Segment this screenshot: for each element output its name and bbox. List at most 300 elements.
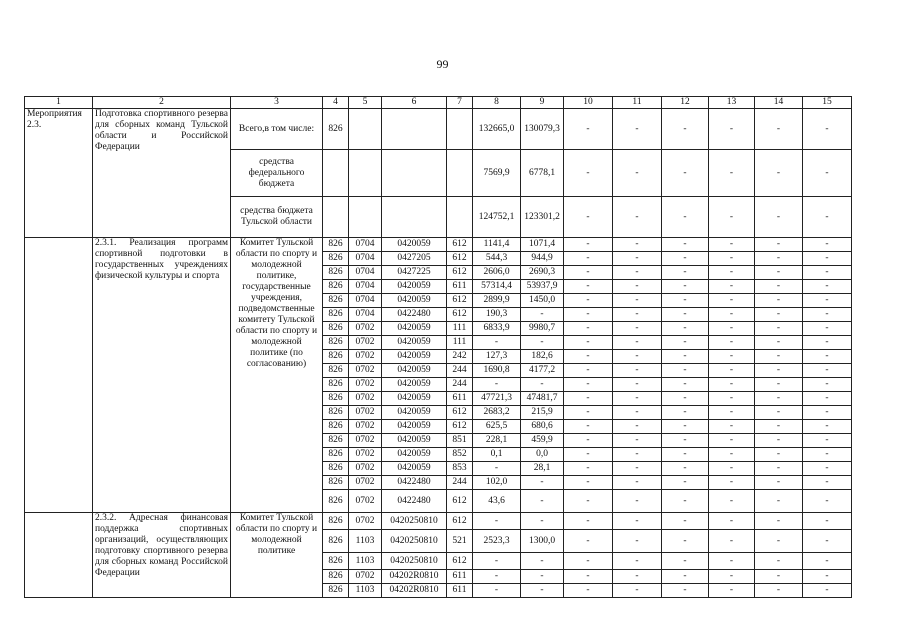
col-5-cell	[349, 197, 382, 238]
col-5-cell: 0702	[349, 513, 382, 530]
col-10-cell: -	[564, 364, 613, 378]
col-9-cell: 182,6	[521, 350, 564, 364]
page-number: 99	[436, 57, 449, 71]
col-13-cell: -	[709, 420, 755, 434]
col-6-cell: 0420059	[382, 350, 447, 364]
col-9-cell: 6778,1	[521, 150, 564, 197]
col-11-cell: -	[613, 553, 662, 570]
col-8-cell: 2523,3	[473, 530, 521, 553]
col-8-cell: 6833,9	[473, 322, 521, 336]
col-7-cell: 244	[447, 378, 473, 392]
col-6-cell	[382, 197, 447, 238]
col-9-cell: 53937,9	[521, 280, 564, 294]
col-7-cell: 111	[447, 322, 473, 336]
col-6-cell: 0427205	[382, 252, 447, 266]
col-4-cell: 826	[323, 490, 349, 513]
header-cell-12: 12	[662, 97, 709, 109]
event-empty-cell	[25, 513, 93, 598]
col-11-cell: -	[613, 350, 662, 364]
col-13-cell: -	[709, 570, 755, 584]
measure-name: 2.3.2. Адресная финансовая поддержка спортивных организаций, осуществляющих подготовку спортивного резерва для сборных команд Российской Федерации	[93, 513, 231, 598]
col-7-cell: 612	[447, 553, 473, 570]
col-14-cell: -	[755, 294, 803, 308]
col-12-cell: -	[662, 553, 709, 570]
col-5-cell: 0702	[349, 434, 382, 448]
col-12-cell: -	[662, 364, 709, 378]
col-5-cell: 0704	[349, 252, 382, 266]
col-7-cell: 612	[447, 420, 473, 434]
col-11-cell: -	[613, 294, 662, 308]
col-7-cell: 612	[447, 266, 473, 280]
col-6-cell: 0422480	[382, 308, 447, 322]
header-cell-9: 9	[521, 97, 564, 109]
col-9-cell: 1450,0	[521, 294, 564, 308]
col-15-cell: -	[803, 420, 852, 434]
col-4-cell: 826	[323, 513, 349, 530]
col-5-cell: 1103	[349, 584, 382, 598]
col-14-cell: -	[755, 392, 803, 406]
col-12-cell: -	[662, 350, 709, 364]
funding-source-label: Всего,в том числе:	[231, 109, 323, 150]
col-10-cell: -	[564, 350, 613, 364]
col-14-cell: -	[755, 364, 803, 378]
col-15-cell: -	[803, 406, 852, 420]
col-10-cell: -	[564, 448, 613, 462]
col-11-cell: -	[613, 336, 662, 350]
col-15-cell: -	[803, 448, 852, 462]
col-4-cell: 826	[323, 434, 349, 448]
col-10-cell: -	[564, 462, 613, 476]
header-cell-1: 1	[25, 97, 93, 109]
col-5-cell: 0702	[349, 420, 382, 434]
col-10-cell: -	[564, 238, 613, 252]
col-7-cell	[447, 109, 473, 150]
col-5-cell: 0702	[349, 448, 382, 462]
col-9-cell: -	[521, 378, 564, 392]
col-7-cell: 612	[447, 406, 473, 420]
col-9-cell: 9980,7	[521, 322, 564, 336]
col-6-cell: 0420059	[382, 238, 447, 252]
col-14-cell: -	[755, 378, 803, 392]
col-14-cell: -	[755, 553, 803, 570]
col-6-cell: 0420059	[382, 378, 447, 392]
col-14-cell: -	[755, 530, 803, 553]
col-5-cell: 0702	[349, 570, 382, 584]
col-12-cell: -	[662, 322, 709, 336]
executor: Комитет Тульской области по спорту и молодежной политике, государственные учреждения, подведомственные комитету Тульской области по спорту и молодежной политике (по согласованию)	[231, 238, 323, 513]
col-10-cell: -	[564, 197, 613, 238]
col-5-cell: 1103	[349, 553, 382, 570]
col-5-cell: 1103	[349, 530, 382, 553]
col-6-cell: 0420059	[382, 280, 447, 294]
col-5-cell: 0702	[349, 350, 382, 364]
col-15-cell: -	[803, 364, 852, 378]
col-9-cell: 459,9	[521, 434, 564, 448]
col-11-cell: -	[613, 490, 662, 513]
col-11-cell: -	[613, 392, 662, 406]
col-4-cell: 826	[323, 238, 349, 252]
col-10-cell: -	[564, 322, 613, 336]
col-12-cell: -	[662, 266, 709, 280]
col-15-cell: -	[803, 280, 852, 294]
col-10-cell: -	[564, 406, 613, 420]
col-14-cell: -	[755, 266, 803, 280]
col-13-cell: -	[709, 109, 755, 150]
header-cell-7: 7	[447, 97, 473, 109]
col-7-cell	[447, 150, 473, 197]
col-8-cell: 2683,2	[473, 406, 521, 420]
col-9-cell: 1071,4	[521, 238, 564, 252]
col-15-cell: -	[803, 392, 852, 406]
col-4-cell: 826	[323, 406, 349, 420]
col-13-cell: -	[709, 197, 755, 238]
col-8-cell: 124752,1	[473, 197, 521, 238]
col-8-cell: -	[473, 570, 521, 584]
col-13-cell: -	[709, 336, 755, 350]
col-15-cell: -	[803, 584, 852, 598]
col-10-cell: -	[564, 336, 613, 350]
col-15-cell: -	[803, 490, 852, 513]
col-4-cell: 826	[323, 266, 349, 280]
col-4-cell: 826	[323, 280, 349, 294]
col-7-cell: 111	[447, 336, 473, 350]
measure-name: 2.3.1. Реализация программ спортивной подготовки в государственных учреждениях физической культуры и спорта	[93, 238, 231, 513]
col-7-cell: 611	[447, 570, 473, 584]
col-14-cell: -	[755, 490, 803, 513]
col-5-cell	[349, 109, 382, 150]
table-row	[25, 513, 852, 530]
col-4-cell: 826	[323, 448, 349, 462]
col-11-cell: -	[613, 280, 662, 294]
col-9-cell: 944,9	[521, 252, 564, 266]
col-7-cell: 242	[447, 350, 473, 364]
col-14-cell: -	[755, 462, 803, 476]
col-8-cell: 190,3	[473, 308, 521, 322]
header-cell-14: 14	[755, 97, 803, 109]
col-8-cell: 57314,4	[473, 280, 521, 294]
col-9-cell: -	[521, 476, 564, 490]
col-7-cell: 851	[447, 434, 473, 448]
col-10-cell: -	[564, 584, 613, 598]
col-6-cell: 0420250810	[382, 530, 447, 553]
header-cell-5: 5	[349, 97, 382, 109]
col-13-cell: -	[709, 434, 755, 448]
col-5-cell: 0702	[349, 336, 382, 350]
col-6-cell: 04202R0810	[382, 570, 447, 584]
col-8-cell: 2899,9	[473, 294, 521, 308]
col-6-cell: 0420059	[382, 434, 447, 448]
col-12-cell: -	[662, 530, 709, 553]
header-cell-11: 11	[613, 97, 662, 109]
col-14-cell: -	[755, 406, 803, 420]
col-12-cell: -	[662, 109, 709, 150]
col-7-cell: 612	[447, 238, 473, 252]
col-4-cell: 826	[323, 336, 349, 350]
col-6-cell: 0420059	[382, 336, 447, 350]
col-9-cell: 1300,0	[521, 530, 564, 553]
col-5-cell	[349, 150, 382, 197]
col-7-cell: 853	[447, 462, 473, 476]
col-15-cell: -	[803, 266, 852, 280]
col-13-cell: -	[709, 584, 755, 598]
executor: Комитет Тульской области по спорту и молодежной политике	[231, 513, 323, 598]
col-14-cell: -	[755, 513, 803, 530]
col-14-cell: -	[755, 434, 803, 448]
col-13-cell: -	[709, 294, 755, 308]
col-5-cell: 0702	[349, 364, 382, 378]
col-10-cell: -	[564, 420, 613, 434]
col-12-cell: -	[662, 434, 709, 448]
col-4-cell: 826	[323, 584, 349, 598]
header-cell-10: 10	[564, 97, 613, 109]
col-13-cell: -	[709, 462, 755, 476]
col-9-cell: 28,1	[521, 462, 564, 476]
col-4-cell	[323, 197, 349, 238]
col-6-cell: 0420059	[382, 420, 447, 434]
event-code: Мероприятия 2.3.	[25, 109, 93, 238]
table-row	[25, 238, 852, 252]
col-8-cell: 43,6	[473, 490, 521, 513]
col-6-cell	[382, 150, 447, 197]
col-14-cell: -	[755, 336, 803, 350]
col-11-cell: -	[613, 513, 662, 530]
col-15-cell: -	[803, 378, 852, 392]
col-5-cell: 0702	[349, 462, 382, 476]
col-13-cell: -	[709, 490, 755, 513]
col-8-cell: 2606,0	[473, 266, 521, 280]
col-7-cell: 611	[447, 280, 473, 294]
col-11-cell: -	[613, 252, 662, 266]
col-14-cell: -	[755, 448, 803, 462]
col-13-cell: -	[709, 406, 755, 420]
col-15-cell: -	[803, 109, 852, 150]
col-4-cell: 826	[323, 308, 349, 322]
col-12-cell: -	[662, 406, 709, 420]
col-9-cell: -	[521, 513, 564, 530]
col-12-cell: -	[662, 570, 709, 584]
col-13-cell: -	[709, 392, 755, 406]
col-12-cell: -	[662, 280, 709, 294]
col-12-cell: -	[662, 197, 709, 238]
col-13-cell: -	[709, 238, 755, 252]
col-5-cell: 0702	[349, 378, 382, 392]
col-15-cell: -	[803, 336, 852, 350]
col-11-cell: -	[613, 434, 662, 448]
col-12-cell: -	[662, 490, 709, 513]
col-9-cell: -	[521, 490, 564, 513]
event-empty-cell	[25, 238, 93, 513]
col-12-cell: -	[662, 420, 709, 434]
col-5-cell: 0704	[349, 294, 382, 308]
col-8-cell: 127,3	[473, 350, 521, 364]
col-12-cell: -	[662, 336, 709, 350]
col-6-cell: 0422480	[382, 490, 447, 513]
col-10-cell: -	[564, 252, 613, 266]
col-4-cell: 826	[323, 109, 349, 150]
col-10-cell: -	[564, 308, 613, 322]
col-9-cell: 215,9	[521, 406, 564, 420]
col-10-cell: -	[564, 570, 613, 584]
col-8-cell: 1141,4	[473, 238, 521, 252]
col-9-cell: -	[521, 553, 564, 570]
col-12-cell: -	[662, 294, 709, 308]
header-cell-13: 13	[709, 97, 755, 109]
col-13-cell: -	[709, 530, 755, 553]
col-15-cell: -	[803, 294, 852, 308]
col-7-cell: 612	[447, 490, 473, 513]
col-11-cell: -	[613, 266, 662, 280]
col-4-cell	[323, 150, 349, 197]
col-14-cell: -	[755, 350, 803, 364]
col-11-cell: -	[613, 364, 662, 378]
col-11-cell: -	[613, 378, 662, 392]
col-15-cell: -	[803, 434, 852, 448]
col-14-cell: -	[755, 280, 803, 294]
col-4-cell: 826	[323, 350, 349, 364]
col-4-cell: 826	[323, 252, 349, 266]
col-4-cell: 826	[323, 476, 349, 490]
col-13-cell: -	[709, 476, 755, 490]
col-7-cell: 612	[447, 294, 473, 308]
col-4-cell: 826	[323, 462, 349, 476]
col-11-cell: -	[613, 150, 662, 197]
col-8-cell: -	[473, 336, 521, 350]
col-10-cell: -	[564, 392, 613, 406]
col-9-cell: -	[521, 336, 564, 350]
col-15-cell: -	[803, 513, 852, 530]
col-9-cell: -	[521, 584, 564, 598]
col-7-cell	[447, 197, 473, 238]
col-6-cell: 0420059	[382, 462, 447, 476]
col-6-cell: 0420059	[382, 294, 447, 308]
col-15-cell: -	[803, 553, 852, 570]
col-6-cell: 0420059	[382, 322, 447, 336]
col-11-cell: -	[613, 238, 662, 252]
col-14-cell: -	[755, 584, 803, 598]
col-4-cell: 826	[323, 392, 349, 406]
col-4-cell: 826	[323, 530, 349, 553]
header-row	[25, 97, 852, 109]
col-11-cell: -	[613, 570, 662, 584]
col-10-cell: -	[564, 378, 613, 392]
col-10-cell: -	[564, 150, 613, 197]
col-15-cell: -	[803, 350, 852, 364]
col-6-cell: 0420250810	[382, 553, 447, 570]
col-7-cell: 611	[447, 392, 473, 406]
col-11-cell: -	[613, 476, 662, 490]
col-8-cell: -	[473, 513, 521, 530]
col-6-cell: 04202R0810	[382, 584, 447, 598]
col-10-cell: -	[564, 109, 613, 150]
col-14-cell: -	[755, 308, 803, 322]
col-7-cell: 521	[447, 530, 473, 553]
col-10-cell: -	[564, 530, 613, 553]
funding-source-label: средства бюджета Тульской области	[231, 197, 323, 238]
col-6-cell: 0420059	[382, 392, 447, 406]
col-11-cell: -	[613, 109, 662, 150]
col-14-cell: -	[755, 322, 803, 336]
col-5-cell: 0702	[349, 392, 382, 406]
col-15-cell: -	[803, 476, 852, 490]
col-10-cell: -	[564, 476, 613, 490]
col-8-cell: 0,1	[473, 448, 521, 462]
col-14-cell: -	[755, 238, 803, 252]
col-8-cell: 228,1	[473, 434, 521, 448]
col-12-cell: -	[662, 238, 709, 252]
col-10-cell: -	[564, 294, 613, 308]
col-12-cell: -	[662, 308, 709, 322]
col-6-cell	[382, 109, 447, 150]
col-15-cell: -	[803, 570, 852, 584]
col-11-cell: -	[613, 322, 662, 336]
col-6-cell: 0420059	[382, 364, 447, 378]
col-13-cell: -	[709, 364, 755, 378]
col-5-cell: 0704	[349, 280, 382, 294]
event-name: Подготовка спортивного резерва для сборных команд Тульской области и Российской Федерации	[93, 109, 231, 238]
col-4-cell: 826	[323, 294, 349, 308]
header-cell-4: 4	[323, 97, 349, 109]
col-8-cell: -	[473, 584, 521, 598]
col-12-cell: -	[662, 392, 709, 406]
col-4-cell: 826	[323, 420, 349, 434]
col-10-cell: -	[564, 266, 613, 280]
col-14-cell: -	[755, 420, 803, 434]
col-5-cell: 0702	[349, 406, 382, 420]
col-11-cell: -	[613, 197, 662, 238]
col-15-cell: -	[803, 322, 852, 336]
col-7-cell: 852	[447, 448, 473, 462]
header-cell-8: 8	[473, 97, 521, 109]
col-14-cell: -	[755, 570, 803, 584]
col-15-cell: -	[803, 252, 852, 266]
col-14-cell: -	[755, 109, 803, 150]
col-15-cell: -	[803, 238, 852, 252]
col-11-cell: -	[613, 308, 662, 322]
col-8-cell: 102,0	[473, 476, 521, 490]
col-12-cell: -	[662, 462, 709, 476]
col-10-cell: -	[564, 553, 613, 570]
col-13-cell: -	[709, 308, 755, 322]
col-8-cell: -	[473, 378, 521, 392]
col-12-cell: -	[662, 150, 709, 197]
col-14-cell: -	[755, 197, 803, 238]
col-4-cell: 826	[323, 570, 349, 584]
col-7-cell: 611	[447, 584, 473, 598]
col-11-cell: -	[613, 420, 662, 434]
col-11-cell: -	[613, 448, 662, 462]
col-9-cell: 0,0	[521, 448, 564, 462]
col-7-cell: 612	[447, 513, 473, 530]
header-cell-6: 6	[382, 97, 447, 109]
col-13-cell: -	[709, 553, 755, 570]
col-11-cell: -	[613, 584, 662, 598]
col-10-cell: -	[564, 513, 613, 530]
col-4-cell: 826	[323, 378, 349, 392]
col-13-cell: -	[709, 266, 755, 280]
col-9-cell: 2690,3	[521, 266, 564, 280]
col-13-cell: -	[709, 322, 755, 336]
col-6-cell: 0420059	[382, 406, 447, 420]
col-15-cell: -	[803, 308, 852, 322]
header-cell-2: 2	[93, 97, 231, 109]
col-5-cell: 0702	[349, 490, 382, 513]
col-6-cell: 0427225	[382, 266, 447, 280]
header-cell-3: 3	[231, 97, 323, 109]
col-10-cell: -	[564, 490, 613, 513]
col-13-cell: -	[709, 280, 755, 294]
program-table	[24, 96, 852, 598]
col-7-cell: 612	[447, 252, 473, 266]
